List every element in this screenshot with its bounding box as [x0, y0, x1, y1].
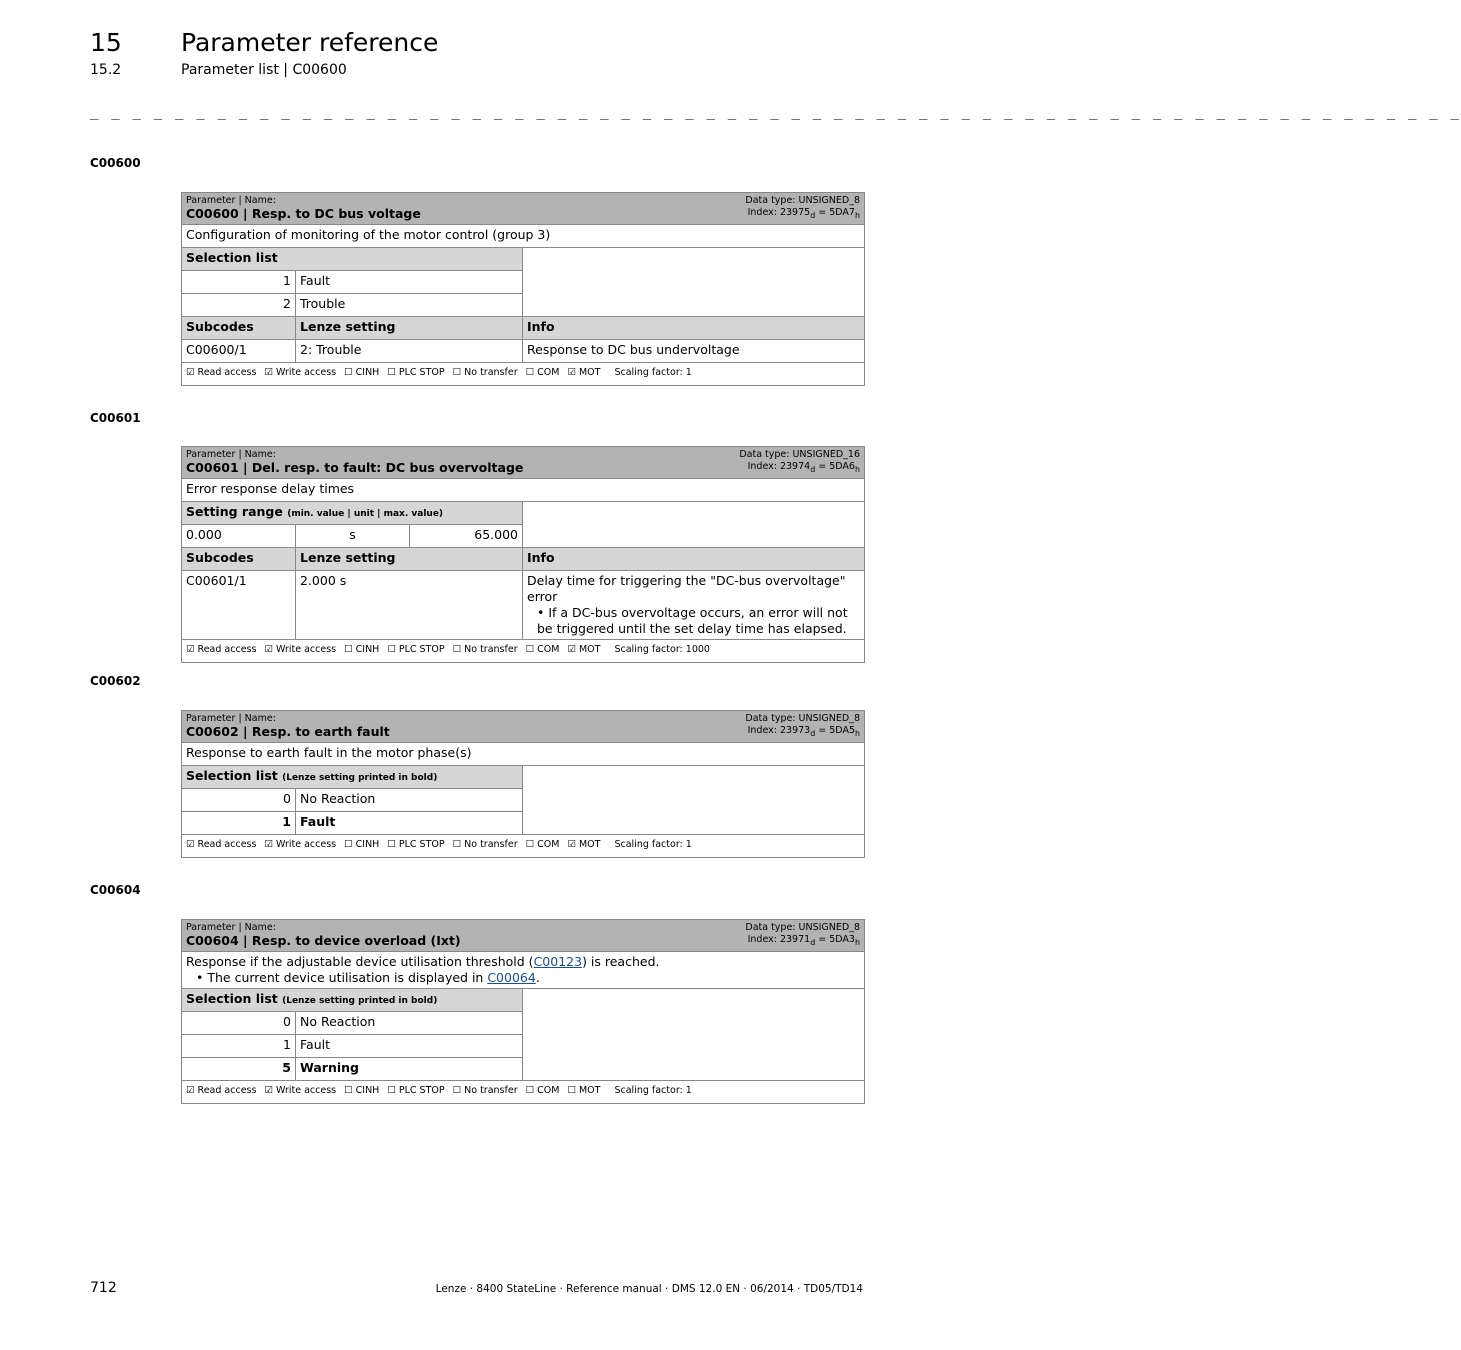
subcode: C00600/1 — [182, 339, 296, 362]
lenze-setting: 2.000 s — [296, 570, 523, 639]
option-value-default: 1 — [182, 811, 296, 834]
option-value-default: 5 — [182, 1057, 296, 1080]
empty-cell — [523, 765, 865, 834]
data-type-info: Data type: UNSIGNED_8 Index: $23971_d = 5DA3_h$ — [745, 922, 860, 947]
range-unit: s — [296, 524, 410, 547]
option-label: Fault — [296, 1034, 523, 1057]
param-table-c00600 — [181, 192, 865, 386]
scaling-factor: Scaling factor: 1 — [614, 838, 692, 850]
info: Delay time for triggering the "DC-bus overvoltage" error • If a DC-bus overvoltage occurs, an error will not be triggered until the set delay time has elapsed. — [523, 570, 865, 639]
param-name: C00601 | Del. resp. to fault: DC bus overvoltage — [186, 460, 524, 475]
info-bullet: • If a DC-bus overvoltage occurs, an error will not be triggered until the set delay time has elapsed. — [537, 604, 848, 636]
lenze-setting-heading: Lenze setting — [296, 547, 523, 570]
access-flags: ☑ Read access ☑ Write access ☐ CINH ☐ PLC STOP ☐ No transfer ☐ COM ☑ MOT Scaling factor: 1 — [182, 362, 865, 385]
subcode: C00601/1 — [182, 570, 296, 639]
separator-dashes: _ _ _ _ _ _ _ _ _ _ _ _ _ _ _ _ _ _ _ _ _ _ _ _ _ _ _ _ _ _ _ _ _ _ _ _ _ _ _ _ _ _ _ _ _ _ _ _ _ _ _ _ _ _ _ _ _ _ _ _ _ _ _ _ _ — [90, 104, 1461, 120]
option-label: Fault — [296, 270, 523, 293]
param-header — [182, 711, 865, 743]
option-value: 0 — [182, 788, 296, 811]
option-value: 1 — [182, 1034, 296, 1057]
empty-cell — [523, 501, 865, 547]
param-name: C00600 | Resp. to DC bus voltage — [186, 206, 421, 221]
option-label-default: Warning — [296, 1057, 523, 1080]
param-header — [182, 920, 865, 952]
data-type-info: Data type: UNSIGNED_8 Index: $23975_d = 5DA7_h$ — [745, 195, 860, 220]
param-description: Error response delay times — [182, 478, 865, 501]
range-max: 65.000 — [410, 524, 523, 547]
access-flags: ☑ Read access ☑ Write access ☐ CINH ☐ PLC STOP ☐ No transfer ☐ COM ☐ MOT Scaling factor: 1 — [182, 1080, 865, 1103]
link-c00123[interactable]: C00123 — [533, 953, 583, 969]
scaling-factor: Scaling factor: 1 — [614, 1084, 692, 1096]
empty-cell — [523, 988, 865, 1080]
option-value: 0 — [182, 1011, 296, 1034]
option-label: No Reaction — [296, 1011, 523, 1034]
param-name-label: Parameter | Name: — [186, 922, 276, 933]
param-name-label: Parameter | Name: — [186, 713, 276, 724]
param-name: C00604 | Resp. to device overload (Ixt) — [186, 933, 461, 948]
document-info: Lenze · 8400 StateLine · Reference manual · DMS 12.0 EN · 06/2014 · TD05/TD14 — [435, 1283, 863, 1295]
option-value: 2 — [182, 293, 296, 316]
lenze-setting-heading: Lenze setting — [296, 316, 523, 339]
option-value: 1 — [182, 270, 296, 293]
param-description: Configuration of monitoring of the motor control (group 3) — [182, 224, 865, 247]
param-header — [182, 447, 865, 479]
data-type-info: Data type: UNSIGNED_16 Index: $23974_d = 5DA6_h$ — [739, 449, 860, 474]
access-flags: ☑ Read access ☑ Write access ☐ CINH ☐ PLC STOP ☐ No transfer ☐ COM ☑ MOT Scaling factor: 1000 — [182, 639, 865, 662]
option-label: No Reaction — [296, 788, 523, 811]
selection-list-heading: Selection list (Lenze setting printed in bold) — [182, 988, 523, 1011]
access-flags: ☑ Read access ☑ Write access ☐ CINH ☐ PLC STOP ☐ No transfer ☐ COM ☑ MOT Scaling factor: 1 — [182, 834, 865, 857]
param-name-label: Parameter | Name: — [186, 195, 276, 206]
scaling-factor: Scaling factor: 1000 — [614, 643, 710, 655]
scaling-factor: Scaling factor: 1 — [614, 366, 692, 378]
param-table-c00602 — [181, 710, 865, 858]
param-label-c00604: C00604 — [90, 883, 141, 897]
section-title: Parameter list | C00600 — [181, 62, 347, 78]
link-c00064[interactable]: C00064 — [487, 969, 536, 985]
param-header — [182, 193, 865, 225]
empty-cell — [523, 247, 865, 316]
option-label: Trouble — [296, 293, 523, 316]
param-name: C00602 | Resp. to earth fault — [186, 724, 390, 739]
param-description: Response if the adjustable device utilisation threshold (C00123) is reached. • The current device utilisation is displayed in C00064. — [182, 951, 865, 988]
data-type-info: Data type: UNSIGNED_8 Index: $23973_d = 5DA5_h$ — [745, 713, 861, 738]
param-name-label: Parameter | Name: — [186, 449, 276, 460]
page-number: 712 — [90, 1280, 117, 1296]
param-table-c00604 — [181, 919, 865, 1104]
info-heading: Info — [523, 547, 865, 570]
lenze-setting: 2: Trouble — [296, 339, 523, 362]
selection-list-heading: Selection list — [182, 247, 523, 270]
param-description: Response to earth fault in the motor phase(s) — [182, 742, 865, 765]
param-label-c00600: C00600 — [90, 156, 141, 170]
chapter-title: Parameter reference — [181, 28, 439, 57]
selection-list-heading: Selection list (Lenze setting printed in bold) — [182, 765, 523, 788]
param-table-c00601 — [181, 446, 865, 663]
param-label-c00602: C00602 — [90, 674, 141, 688]
chapter-number: 15 — [90, 28, 122, 57]
option-label-default: Fault — [296, 811, 523, 834]
setting-range-heading: Setting range (min. value | unit | max. value) — [182, 501, 523, 524]
range-min: 0.000 — [182, 524, 296, 547]
subcodes-heading: Subcodes — [182, 547, 296, 570]
section-number: 15.2 — [90, 62, 122, 78]
info: Response to DC bus undervoltage — [523, 339, 865, 362]
subcodes-heading: Subcodes — [182, 316, 296, 339]
info-heading: Info — [523, 316, 865, 339]
param-label-c00601: C00601 — [90, 411, 141, 425]
